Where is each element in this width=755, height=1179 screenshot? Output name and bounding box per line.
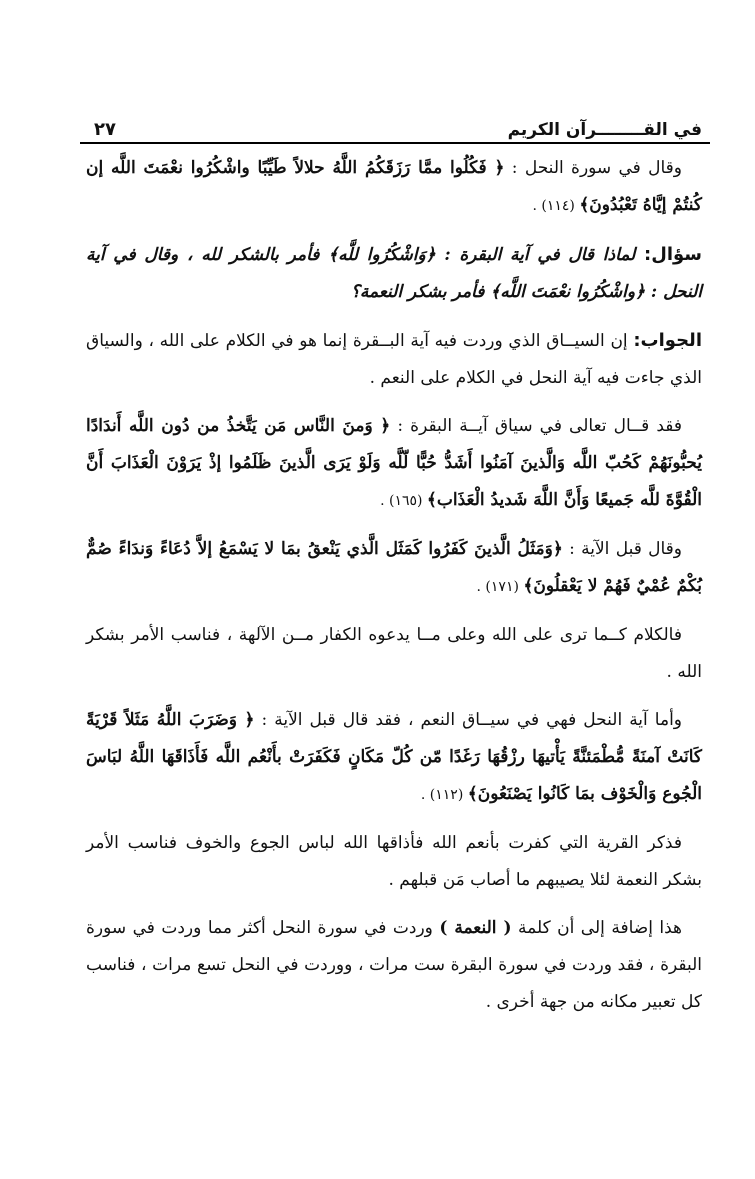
answer-text: إن السيــاق الذي وردت فيه آية البــقرة إنما هو في الكلام على الله ، والسياق الذي جاءت فيه آية النحل في الكلام على النعم .	[86, 331, 702, 388]
answer-paragraph	[86, 322, 702, 397]
paragraph-text: فقد قــال تعالى في سياق آيــة البقرة :	[390, 416, 682, 436]
highlighted-word: ( النعمة )	[439, 918, 512, 938]
quran-verse: ﴿ وَضَرَبَ اللَّهُ مَثَلاً قَرْيَةً كَانَتْ آمنَةً مُّطْمَئنَّةً يَأْتيهَا رزْقُهَا رَغَدًا مّن كُلّ مَكَانٍ فَكَفَرَتْ بأَنْعُم اللَّه فَأَذَاقَهَا اللَّهُ لبَاسَ الْجُوع وَالْخَوْف بمَا كَانُوا يَصْنَعُونَ﴾	[86, 710, 702, 804]
verse-reference: (١٧١) .	[476, 579, 524, 595]
quran-verse: ﴿وَمَثَلُ الَّذينَ كَفَرُوا كَمَثَل الَّذي يَنْعقُ بمَا لا يَسْمَعُ إلاَّ دُعَاءً وَندَاءً صُمٌّ بُكْمٌ عُمْيٌ فَهُمْ لا يَعْقلُونَ﴾	[86, 539, 702, 596]
paragraph-text: وأما آية النحل فهي في سيــاق النعم ، فقد قال قبل الآية :	[254, 710, 682, 730]
running-header-title: في القــــــــرآن الكريم	[507, 120, 702, 140]
paragraph-nahl-verse	[86, 150, 702, 225]
book-page	[80, 108, 710, 1032]
question-paragraph	[86, 236, 702, 311]
quran-verse: ﴿ وَمنَ النَّاس مَن يَتَّخذُ من دُون اللَّه أَندَادًا يُحبُّونَهُمْ كَحُبّ اللَّه وَالَّذينَ آمَنُوا أَشَدُّ حُبًّا لّلَّه وَلَوْ يَرَى الَّذينَ ظَلَمُوا إذْ يَرَوْنَ الْعَذَابَ أَنَّ الْقُوَّةَ للَّه جَميعًا وَأَنَّ اللَّهَ شَديدُ الْعَذَاب﴾	[86, 416, 702, 510]
paragraph-text: فذكر القرية التي كفرت بأنعم الله فأذاقها الله لباس الجوع والخوف فناسب الأمر بشكر النعمة لئلا يصيبهم ما أصاب مَن قبلهم .	[86, 833, 702, 890]
paragraph-text: هذا إضافة إلى أن كلمة	[511, 918, 682, 938]
paragraph-text: فالكلام كــما ترى على الله وعلى مــا يدعوه الكفار مــن الآلهة ، فناسب الأمر بشكر الله .	[86, 625, 702, 682]
paragraph-text: وردت في سورة النحل أكثر مما وردت في سورة البقرة ، فقد وردت في سورة البقرة ست مرات ، ووردت في النحل تسع مرات ، فناسب كل تعبير مكانه من جهة أخرى .	[86, 918, 702, 1012]
page-number: ٢٧	[94, 119, 116, 140]
verse-reference: (١١٤) .	[532, 198, 580, 214]
page-body	[80, 144, 710, 1021]
paragraph-baqarah-165	[86, 408, 702, 520]
question-label: سؤال:	[644, 244, 702, 265]
paragraph-nahl-112	[86, 702, 702, 814]
verse-reference: (١٦٥) .	[380, 493, 427, 509]
paragraph-text: وقال قبل الآية :	[562, 539, 682, 559]
paragraph-conclusion-baqarah	[86, 617, 702, 691]
paragraph-baqarah-171	[86, 531, 702, 606]
paragraph-conclusion-nahl	[86, 825, 702, 899]
paragraph-text: وقال في سورة النحل :	[504, 158, 682, 178]
quran-verse: ﴿ فَكُلُوا ممَّا رَزَقَكُمُ اللَّهُ حلالاً طَيِّبًا واشْكُرُوا نعْمَتَ اللَّه إن كُنتُمْ إيَّاهُ تَعْبُدُونَ﴾	[86, 158, 702, 215]
running-header	[80, 108, 710, 144]
answer-label: الجواب:	[633, 330, 702, 351]
question-text: لماذا قال في آية البقرة : ﴿وَاشْكُرُوا للَّه﴾ فأمر بالشكر لله ، وقال في آية النحل : ﴿واشْكُرُوا نعْمَتَ اللَّه﴾ فأمر بشكر النعمة؟	[86, 245, 702, 302]
paragraph-word-count	[86, 910, 702, 1021]
verse-reference: (١١٢) .	[420, 787, 468, 803]
